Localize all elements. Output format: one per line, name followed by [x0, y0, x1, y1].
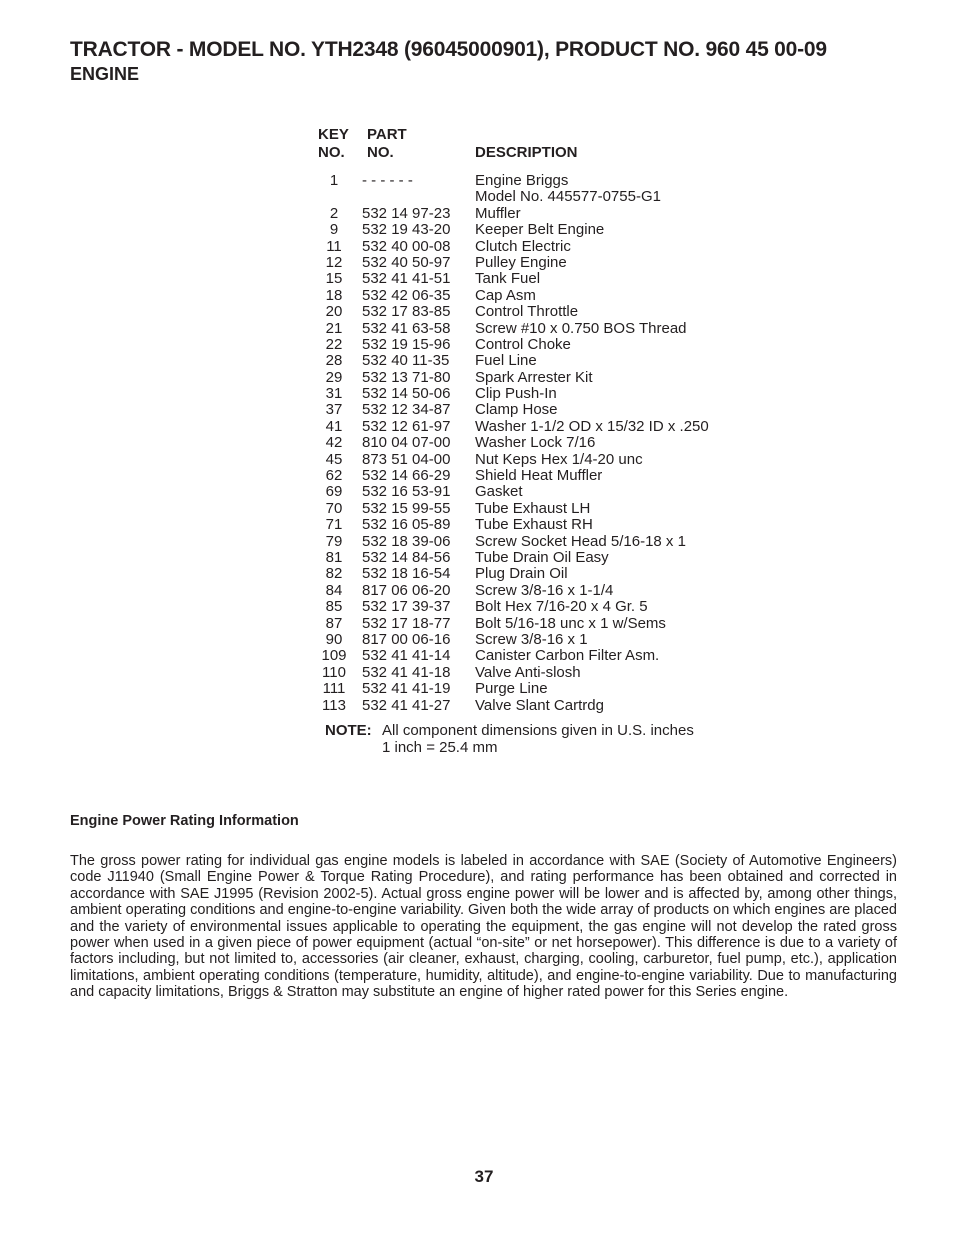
key-number: 69 — [325, 483, 343, 501]
part-description-line: Valve Anti-slosh — [475, 663, 581, 681]
part-number: 532 41 41-27 — [362, 696, 451, 714]
part-description — [475, 550, 609, 566]
part-description-line: Gasket — [475, 483, 523, 501]
part-description — [475, 222, 604, 238]
key-number: 111 — [322, 680, 346, 698]
key-number: 42 — [325, 434, 343, 452]
part-number: 532 14 84-56 — [362, 549, 451, 566]
part-description-line-2: Model No. 445577-0755-G1 — [475, 188, 661, 206]
part-description-line: Screw 3/8-16 x 1-1/4 — [475, 581, 614, 599]
part-description-line: Clip Push-In — [475, 385, 557, 403]
part-description-line: Spark Arrester Kit — [475, 368, 593, 386]
key-number: 41 — [325, 417, 343, 435]
key-number: 18 — [325, 286, 343, 304]
part-number: 532 17 39-37 — [362, 598, 451, 616]
part-description — [475, 517, 593, 533]
part-description-line: Control Throttle — [475, 303, 579, 321]
part-description-line: Tank Fuel — [475, 270, 541, 288]
key-number: 90 — [325, 630, 343, 648]
part-number: 532 42 06-35 — [362, 286, 451, 304]
part-description — [475, 452, 643, 468]
part-number: 532 40 11-35 — [362, 352, 450, 370]
key-number: 15 — [325, 270, 343, 288]
key-number: 84 — [325, 581, 343, 599]
key-number: 11 — [326, 237, 342, 255]
part-number: 817 00 06-16 — [362, 630, 451, 648]
part-number: 532 19 15-96 — [362, 335, 451, 353]
key-number: 29 — [325, 368, 343, 386]
part-description-line: Muffler — [475, 204, 521, 222]
part-number: 532 12 61-97 — [362, 417, 451, 435]
part-description-line: Screw Socket Head 5/16-18 x 1 — [475, 532, 686, 550]
part-description — [475, 402, 558, 418]
part-description — [475, 353, 537, 369]
part-description — [475, 370, 593, 386]
part-description-line: Canister Carbon Filter Asm. — [475, 647, 660, 665]
part-description — [475, 435, 595, 451]
part-number: 532 17 18-77 — [362, 614, 451, 632]
part-description — [475, 698, 604, 714]
part-number: 532 14 66-29 — [362, 467, 451, 485]
key-number: 28 — [325, 352, 343, 370]
key-number: 70 — [325, 499, 343, 517]
note-line-2: 1 inch = 25.4 mm — [382, 738, 498, 756]
key-number: 62 — [325, 467, 343, 485]
part-description-line: Fuel Line — [475, 352, 537, 370]
key-number: 110 — [322, 663, 346, 681]
part-number: 532 41 41-14 — [362, 647, 451, 665]
key-number: 81 — [325, 549, 343, 566]
part-number: 532 13 71-80 — [362, 368, 451, 386]
part-number: 532 18 39-06 — [362, 532, 451, 550]
key-number: 85 — [325, 598, 343, 616]
part-description-line: Purge Line — [475, 680, 548, 698]
part-description — [475, 271, 540, 287]
part-description — [475, 566, 568, 582]
part-number: 532 41 41-18 — [362, 663, 451, 681]
key-number: 87 — [325, 614, 343, 632]
key-number: 109 — [321, 647, 347, 665]
part-description-line: Tube Exhaust RH — [475, 516, 593, 534]
part-number: 810 04 07-00 — [362, 434, 451, 452]
section-title: ENGINE — [70, 64, 140, 84]
key-number: 21 — [325, 319, 343, 337]
part-description — [475, 173, 661, 206]
part-description — [475, 206, 521, 222]
part-header-line1: PART — [367, 126, 407, 143]
part-description-line: Tube Exhaust LH — [475, 499, 591, 517]
part-description-line: Plug Drain Oil — [475, 565, 568, 583]
part-number: 532 14 97-23 — [362, 204, 451, 222]
part-description-line: Keeper Belt Engine — [475, 221, 605, 239]
part-header-line2: NO. — [367, 144, 394, 161]
note-label: NOTE: — [325, 722, 372, 739]
part-description — [475, 288, 536, 304]
part-number: 532 40 50-97 — [362, 253, 451, 271]
part-description-line: Nut Keps Hex 1/4-20 unc — [475, 450, 643, 468]
page-title: TRACTOR - MODEL NO. YTH2348 (96045000901), PRODUCT NO. 960 45 00-09 — [70, 38, 827, 61]
key-number: 71 — [325, 516, 343, 534]
part-description-line: Clutch Electric — [475, 237, 571, 255]
key-number: 22 — [325, 335, 343, 353]
part-description-line: Washer Lock 7/16 — [475, 434, 596, 452]
part-description — [475, 321, 687, 337]
rating-body: The gross power rating for individual gas engine models is labeled in accordance with SAE (Society of Automotive Engineers) code J11940 (Small Engine Power & Torque Rating Procedure), and rating performance has been obtained and corrected in accordance with SAE J1995 (Revision 2002-5). Actual gross engine power will be lower and is affected by, among other things, ambient operating conditions and engine-to-engine variability. Given both the wide array of products on which engines are placed and the variety of environmental issues applicable to operating the equipment, the gas engine will not develop the rated gross power when used in a given piece of power equipment (actual “on-site” or net horsepower). This difference is due to a variety of factors including, but not limited to, accessories (air cleaner, exhaust, charging, cooling, carburetor, fuel pump, etc.), application limitations, ambient operating conditions (temperature, humidity, altitude), and engine-to-engine variability. Due to manufacturing and capacity limitations, Briggs & Stratton may substitute an engine of higher rated power for this Series engine. — [70, 853, 897, 1001]
part-number: - - - - - - — [362, 172, 413, 189]
part-number: 532 18 16-54 — [362, 565, 451, 583]
key-number: 79 — [325, 532, 343, 550]
part-description — [475, 386, 557, 402]
part-number: 532 41 63-58 — [362, 319, 451, 337]
key-number: 1 — [329, 172, 339, 189]
part-description — [475, 583, 613, 599]
part-number: 532 14 50-06 — [362, 385, 451, 403]
part-number: 817 06 06-20 — [362, 581, 451, 599]
note-line-1: All component dimensions given in U.S. inches — [382, 722, 694, 739]
part-description — [475, 681, 548, 697]
part-description — [475, 616, 666, 632]
part-description-line: Washer 1-1/2 OD x 15/32 ID x .250 — [475, 417, 709, 435]
part-description — [475, 599, 648, 615]
part-description-line: Engine Briggs — [475, 172, 569, 189]
page-number: 37 — [474, 1167, 494, 1186]
part-description-line: Screw 3/8-16 x 1 — [475, 630, 588, 648]
part-description-line: Valve Slant Cartrdg — [475, 696, 604, 714]
part-description-line: Cap Asm — [475, 286, 536, 304]
part-number: 532 19 43-20 — [362, 221, 451, 239]
part-description-line: Clamp Hose — [475, 401, 558, 419]
part-number: 873 51 04-00 — [362, 450, 451, 468]
part-description — [475, 484, 523, 500]
part-number: 532 17 83-85 — [362, 303, 451, 321]
key-number: 31 — [325, 385, 343, 403]
key-number: 9 — [329, 221, 339, 239]
part-description — [475, 648, 659, 664]
part-description-line: Pulley Engine — [475, 253, 567, 271]
part-number: 532 12 34-87 — [362, 401, 451, 419]
part-number: 532 40 00-08 — [362, 237, 451, 255]
part-description — [475, 419, 709, 435]
key-number: 2 — [329, 204, 339, 222]
part-description — [475, 534, 686, 550]
part-description-line: Shield Heat Muffler — [475, 467, 603, 485]
part-description — [475, 632, 588, 648]
part-description — [475, 239, 571, 255]
key-number: 45 — [325, 450, 343, 468]
key-header-line1: KEY — [318, 126, 349, 143]
part-description-line: Screw #10 x 0.750 BOS Thread — [475, 319, 687, 337]
part-number: 532 41 41-51 — [362, 270, 451, 288]
part-description-line: Tube Drain Oil Easy — [475, 549, 609, 566]
part-description-line: Control Choke — [475, 335, 571, 353]
part-number: 532 16 05-89 — [362, 516, 451, 534]
part-description — [475, 665, 581, 681]
part-number: 532 41 41-19 — [362, 680, 451, 698]
part-description-line: Bolt 5/16-18 unc x 1 w/Sems — [475, 614, 666, 632]
part-description-line: Bolt Hex 7/16-20 x 4 Gr. 5 — [475, 598, 648, 616]
part-description — [475, 501, 590, 517]
part-description — [475, 255, 567, 271]
description-header: DESCRIPTION — [475, 144, 578, 161]
part-number: 532 16 53-91 — [362, 483, 451, 501]
part-description — [475, 304, 578, 320]
key-number: 12 — [325, 253, 343, 271]
part-description — [475, 468, 602, 484]
part-description — [475, 337, 571, 353]
key-number: 37 — [325, 401, 343, 419]
key-number: 113 — [322, 696, 346, 714]
rating-heading: Engine Power Rating Information — [70, 813, 299, 829]
part-number: 532 15 99-55 — [362, 499, 451, 517]
key-number: 20 — [325, 303, 343, 321]
key-header-line2: NO. — [318, 144, 345, 161]
key-number: 82 — [325, 565, 343, 583]
